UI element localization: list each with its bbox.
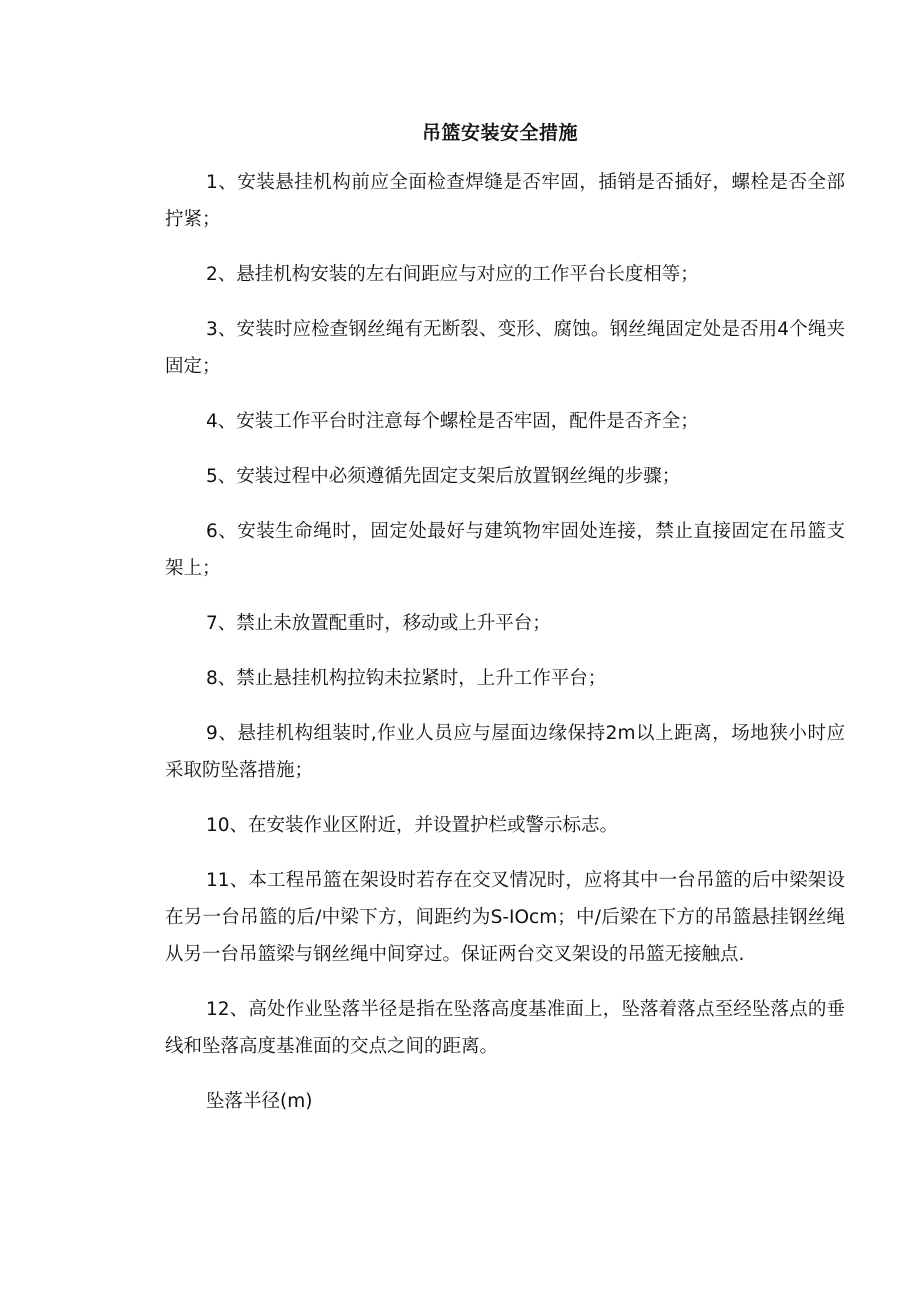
paragraph-12: 12、高处作业坠落半径是指在坠落高度基准面上，坠落着落点至经坠落点的垂线和坠落高度基准面的交点之间的距离。 xyxy=(165,999,845,1057)
paragraph-11: 11、本工程吊篮在架设时若存在交叉情况时，应将其中一台吊篮的后中梁架设在另一台吊篮的后/中梁下方，间距约为S-IOcm；中/后梁在下方的吊篮悬挂钢丝绳从另一台吊篮梁与钢丝绳中间穿过。保证两台交叉架设的吊篮无接触点. xyxy=(165,870,845,965)
trailing-label: 坠落半径(m) xyxy=(206,1091,313,1112)
paragraph-2: 2、悬挂机构安装的左右间距应与对应的工作平台长度相等； xyxy=(206,264,699,285)
paragraph-4: 4、安装工作平台时注意每个螺栓是否牢固，配件是否齐全； xyxy=(206,411,699,432)
paragraph-5: 5、安装过程中必须遵循先固定支架后放置钢丝绳的步骤； xyxy=(206,466,681,487)
paragraph-1: 1、安装悬挂机构前应全面检查焊缝是否牢固，插销是否插好，螺栓是否全部拧紧； xyxy=(165,172,845,230)
paragraph-7: 7、禁止未放置配重时，移动或上升平台； xyxy=(206,613,551,634)
document-title: 吊篮安装安全措施 xyxy=(421,122,578,144)
paragraph-3: 3、安装时应检查钢丝绳有无断裂、变形、腐蚀。钢丝绳固定处是否用4个绳夹固定； xyxy=(165,319,845,377)
paragraph-8: 8、禁止悬挂机构拉钩未拉紧时，上升工作平台； xyxy=(206,668,607,689)
paragraph-6: 6、安装生命绳时，固定处最好与建筑物牢固处连接，禁止直接固定在吊篮支架上； xyxy=(165,521,845,579)
document-body xyxy=(165,164,845,1138)
paragraph-10: 10、在安装作业区附近，并设置护栏或警示标志。 xyxy=(206,815,619,836)
paragraph-9: 9、悬挂机构组装时,作业人员应与屋面边缘保持2m以上距离，场地狭小时应采取防坠落措施； xyxy=(165,723,845,781)
